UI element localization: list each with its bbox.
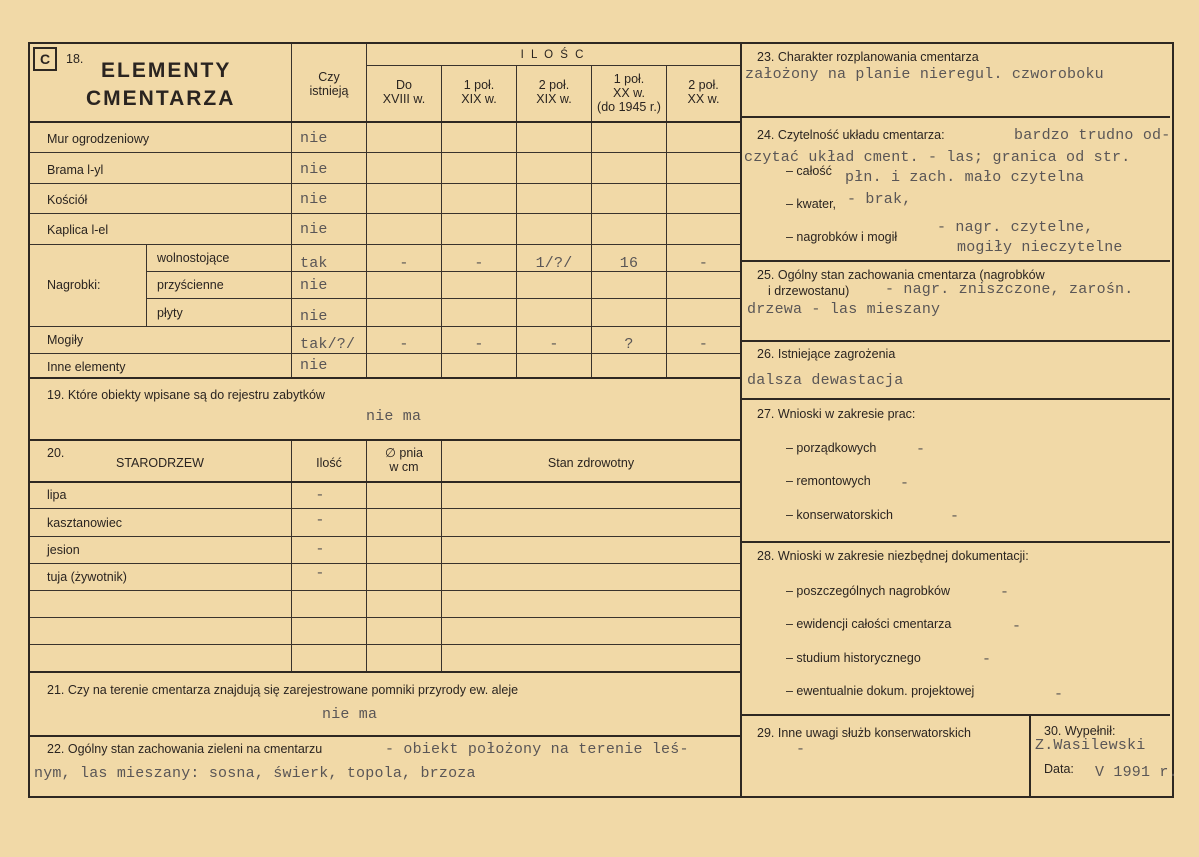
row-line <box>30 735 740 737</box>
col-pnia-header <box>367 446 441 474</box>
section-24-nagrobkow-value2: mogiły nieczytelne <box>957 239 1123 256</box>
period-4-line2: XX w. <box>613 86 645 100</box>
row-line <box>30 213 740 214</box>
section-19-value: nie ma <box>366 408 422 425</box>
period-header-2 <box>442 78 516 106</box>
section-30-date-value: V 1991 r. <box>1095 764 1178 781</box>
row-line <box>30 671 740 673</box>
wolno-p3: 1/?/ <box>535 255 573 272</box>
category-box: C <box>33 47 57 71</box>
czy-przyscienne: nie <box>300 277 328 294</box>
section-24-value-line3: płn. i zach. mało czytelna <box>845 169 1085 186</box>
section-26-value: dalsza dewastacja <box>747 372 904 389</box>
col-line <box>1029 716 1031 796</box>
section-27-item-2: – remontowych <box>786 474 871 488</box>
col-line <box>666 66 667 377</box>
period-header-5 <box>667 78 740 106</box>
section-22-label: 22. Ogólny stan zachowania zieleni na cmentarzu <box>47 742 323 756</box>
col-czy-header <box>292 70 366 98</box>
wolno-p5: - <box>698 255 709 272</box>
mogily-p4: ? <box>624 336 634 353</box>
row-line <box>30 644 740 645</box>
section-27-item-3: – konserwatorskich <box>786 508 893 522</box>
col-line <box>516 66 517 377</box>
mogily-p2: - <box>474 336 484 353</box>
section-26-label: 26. Istniejące zagrożenia <box>757 347 896 361</box>
czy-mur: nie <box>300 130 328 147</box>
section-28-item-2: – ewidencji całości cmentarza <box>786 617 952 631</box>
tree-jesion: jesion <box>47 543 80 557</box>
czy-mogily: tak/?/ <box>300 336 356 353</box>
row-line <box>742 714 1170 716</box>
wolno-p4: 16 <box>619 255 639 272</box>
col-pnia-line2: w cm <box>389 460 419 474</box>
section-28-item-1: – poszczególnych nagrobków <box>786 584 950 598</box>
period-1-line1: Do <box>396 78 412 92</box>
section-21-label: 21. Czy na terenie cmentarza znajdują się zarejestrowane pomniki przyrody ew. aleje <box>47 683 519 697</box>
section-23-label: 23. Charakter rozplanowania cmentarza <box>757 50 979 64</box>
row-line <box>30 244 740 245</box>
row-line <box>146 298 740 299</box>
row-line <box>30 617 740 618</box>
row-label-brama: Brama l-yl <box>47 163 104 177</box>
period-header-4 <box>592 72 666 114</box>
section-29-label: 29. Inne uwagi służb konserwatorskich <box>757 726 972 740</box>
period-2-line2: XIX w. <box>461 92 497 106</box>
row-line <box>30 508 740 509</box>
tree-tuja: tuja (żywotnik) <box>47 570 127 584</box>
row-line <box>30 590 740 591</box>
section-27-label: 27. Wnioski w zakresie prac: <box>757 407 916 421</box>
mogily-p3: - <box>549 336 559 353</box>
section-19-label: 19. Które obiekty wpisane są do rejestru zabytków <box>47 388 325 402</box>
col-line <box>146 244 147 326</box>
section-24-value-line2: czytać układ cment. - las; granica od str. <box>744 149 1131 166</box>
row-line <box>30 121 740 123</box>
col-line <box>441 441 442 671</box>
section-18-title-line1: ELEMENTY <box>101 59 232 82</box>
period-header-3 <box>517 78 591 106</box>
row-label-kosciol: Kościół <box>47 193 88 207</box>
row-line <box>742 340 1170 342</box>
section-18-number: 18. <box>66 52 84 66</box>
period-header-1 <box>367 78 441 106</box>
ilosc-underline <box>367 65 740 66</box>
section-24-nagrobkow-value1: - nagr. czytelne, <box>937 219 1094 236</box>
row-label-przyscienne: przyścienne <box>157 278 224 292</box>
column-divider <box>740 42 742 796</box>
row-line <box>30 536 740 537</box>
row-line <box>30 439 740 441</box>
row-label-plyty: płyty <box>157 306 183 320</box>
section-30-name: Z.Wasilewski <box>1035 737 1146 754</box>
section-28-value-1: - <box>1000 584 1010 601</box>
row-label-kaplica: Kaplica l-el <box>47 223 109 237</box>
czy-kaplica: nie <box>300 221 328 238</box>
section-28-value-4: - <box>1054 686 1064 703</box>
section-18-title-line2: CMENTARZA <box>86 87 236 110</box>
row-label-nagrobki: Nagrobki: <box>47 278 101 292</box>
row-label-inne: Inne elementy <box>47 360 126 374</box>
row-line <box>30 377 740 379</box>
section-24-kwater-value: - brak, <box>847 191 912 208</box>
col-pnia-line1: ∅ pnia <box>385 446 423 460</box>
period-3-line2: XIX w. <box>536 92 572 106</box>
period-4-line1: 1 poł. <box>613 72 645 86</box>
czy-wolnostojace: tak <box>300 255 328 272</box>
czy-brama: nie <box>300 161 328 178</box>
section-20-number: 20. <box>47 446 65 460</box>
section-27-value-2: - <box>900 475 910 492</box>
tree-kasztanowiec: kasztanowiec <box>47 516 123 530</box>
section-27-item-1: – porządkowych <box>786 441 877 455</box>
col-stan-header: Stan zdrowotny <box>547 456 635 470</box>
section-28-label: 28. Wnioski w zakresie niezbędnej dokumentacji: <box>757 549 1029 563</box>
section-27-value-1: - <box>916 441 926 458</box>
period-1-line2: XVIII w. <box>382 92 426 106</box>
section-24-label: 24. Czytelność układu cmentarza: <box>757 128 945 142</box>
wolno-p1: - <box>399 255 409 272</box>
section-25-value-line1: - nagr. zniszczone, zarośn. <box>885 281 1134 298</box>
col-czy-line1: Czy <box>318 70 340 84</box>
section-24-calosc: – całość <box>786 164 832 178</box>
section-30-label: 30. Wypełnił: <box>1044 724 1116 738</box>
col-ilosc-header: Ilość <box>316 456 342 470</box>
mogily-p1: - <box>399 336 409 353</box>
row-line <box>30 563 740 564</box>
section-25-value-line2: drzewa - las mieszany <box>747 301 941 318</box>
tree-jesion-ilosc: - <box>315 541 325 558</box>
section-24-kwater: – kwater, <box>786 197 837 211</box>
section-29-value: - <box>796 741 806 758</box>
section-28-item-3: – studium historycznego <box>786 651 921 665</box>
section-28-value-3: - <box>982 651 992 668</box>
period-5-line1: 2 poł. <box>688 78 719 92</box>
row-line <box>742 260 1170 262</box>
section-24-nagrobkow: – nagrobków i mogił <box>786 230 898 244</box>
section-25-label-line2: i drzewostanu) <box>768 284 850 298</box>
ilosc-header: I L O Ś C <box>520 49 586 61</box>
row-line <box>30 183 740 184</box>
period-3-line1: 2 poł. <box>538 78 570 92</box>
col-czy-line2: istnieją <box>309 84 349 98</box>
wolno-p2: - <box>474 255 484 272</box>
section-22-value-line2: nym, las mieszany: sosna, świerk, topola, brzoza <box>34 765 476 782</box>
period-4-line3: (do 1945 r.) <box>597 100 661 114</box>
section-22-value-line1: - obiekt położony na terenie leś- <box>385 741 689 758</box>
row-line <box>742 398 1170 400</box>
section-20-title: STARODRZEW <box>116 456 204 470</box>
tree-lipa-ilosc: - <box>315 487 325 504</box>
section-30-date-label: Data: <box>1044 762 1074 776</box>
row-line <box>742 541 1170 543</box>
section-23-value: założony na planie nieregul. czworoboku <box>745 66 1104 83</box>
tree-lipa: lipa <box>47 488 67 502</box>
row-label-mogily: Mogiły <box>47 333 84 347</box>
czy-inne: nie <box>300 357 328 374</box>
col-line <box>366 441 367 671</box>
row-line <box>30 152 740 153</box>
col-line <box>441 66 442 377</box>
row-label-wolnostojace: wolnostojące <box>157 251 230 265</box>
row-line <box>742 116 1170 118</box>
row-label-mur: Mur ogrodzeniowy <box>47 132 150 146</box>
tree-kasztanowiec-ilosc: - <box>315 512 325 529</box>
mogily-p5: - <box>698 336 709 353</box>
section-28-item-4: – ewentualnie dokum. projektowej <box>786 684 975 698</box>
period-5-line2: XX w. <box>687 92 720 106</box>
section-24-value-line1: bardzo trudno od- <box>1014 127 1171 144</box>
section-25-label-line1: 25. Ogólny stan zachowania cmentarza (nagrobków <box>757 268 1045 282</box>
czy-plyty: nie <box>300 308 328 325</box>
row-line <box>30 481 740 483</box>
czy-kosciol: nie <box>300 191 328 208</box>
row-line <box>30 326 740 327</box>
tree-tuja-ilosc: - <box>315 565 325 582</box>
period-2-line1: 1 poł. <box>463 78 495 92</box>
section-21-value: nie ma <box>322 706 378 723</box>
section-27-value-3: - <box>950 508 960 525</box>
row-line <box>30 353 740 354</box>
section-28-value-2: - <box>1012 618 1022 635</box>
